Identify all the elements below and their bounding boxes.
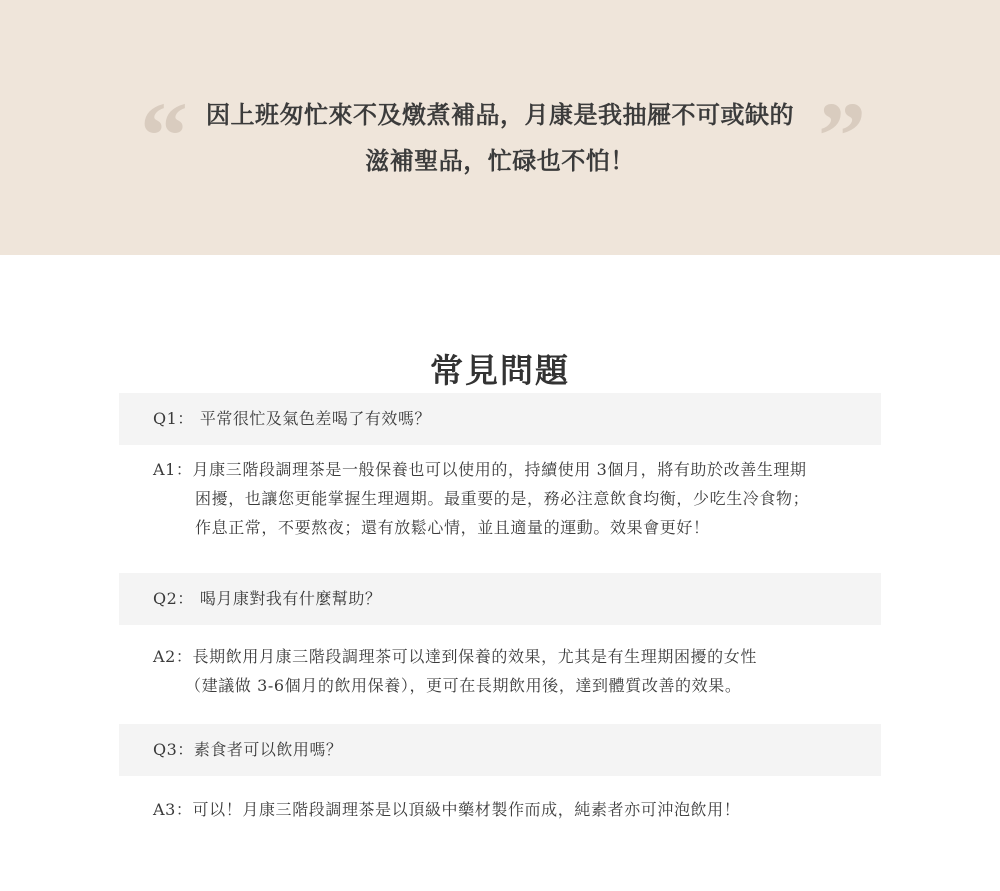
testimonial-line-1: 因上班匆忙來不及燉煮補品，月康是我抽屜不可或缺的 [206, 100, 794, 129]
faq-question-1 [119, 393, 881, 445]
answer-line: A2：長期飲用月康三階段調理茶可以達到保養的效果，尤其是有生理期困擾的女性 [153, 647, 757, 666]
answer-label: A2： [153, 647, 193, 666]
answer-line: 作息正常，不要熬夜；還有放鬆心情，並且適量的運動。效果會更好！ [195, 518, 710, 537]
testimonial-line-2: 滋補聖品，忙碌也不怕！ [365, 146, 635, 175]
faq-title: 常見問題 [430, 351, 570, 391]
question-text: 平常很忙及氣色差喝了有效嗎？ [199, 409, 431, 428]
answer-label: A1： [153, 460, 193, 479]
faq-question-2 [119, 573, 881, 625]
testimonial-quote [190, 92, 810, 184]
faq-answer-3 [153, 795, 893, 824]
faq-answer-2 [153, 642, 893, 700]
answer-line: A1：月康三階段調理茶是一般保養也可以使用的，持續使用 3個月，將有助於改善生理期 [153, 460, 807, 479]
faq-answer-1 [153, 455, 893, 542]
question-label: Q1： [153, 409, 194, 428]
question-text: 素食者可以飲用嗎？ [193, 740, 343, 759]
answer-line: （建議做 3-6個月的飲用保養），更可在長期飲用後，達到體質改善的效果。 [185, 676, 742, 695]
faq-question-3 [119, 724, 881, 776]
question-label: Q3： [153, 740, 194, 759]
answer-line: A3：可以！月康三階段調理茶是以頂級中藥材製作而成，純素者亦可沖泡飲用！ [153, 800, 741, 819]
question-label: Q2： [153, 589, 194, 608]
testimonial-banner [0, 0, 1000, 255]
answer-label: A3： [153, 800, 193, 819]
open-quote-icon: “ [140, 82, 188, 189]
close-quote-icon: ” [818, 82, 866, 189]
answer-line: 困擾，也讓您更能掌握生理週期。最重要的是，務必注意飲食均衡，少吃生冷食物； [195, 489, 810, 508]
question-text: 喝月康對我有什麼幫助？ [199, 589, 382, 608]
